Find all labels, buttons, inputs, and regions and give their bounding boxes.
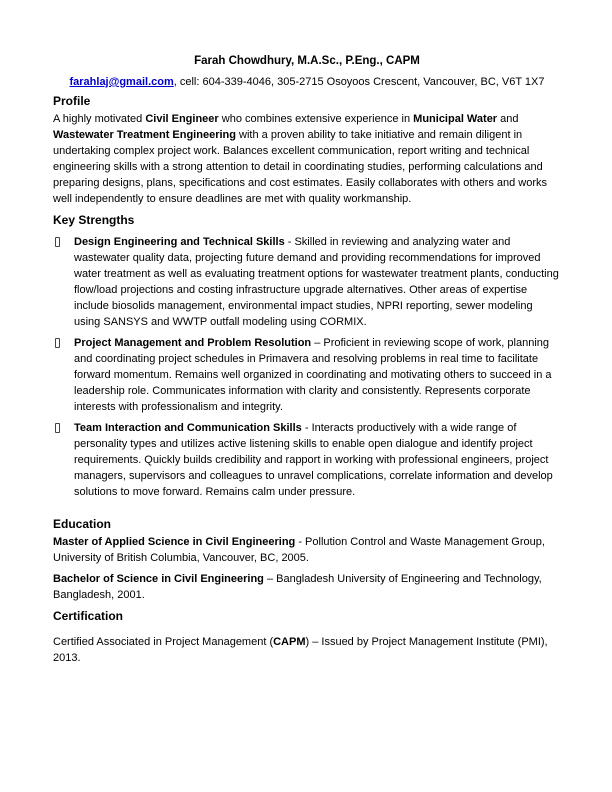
degree-detail: - Pollution Control and Waste Management Group, University of British Columbia, Vancouver, BC, 2005. [53,536,545,564]
degree-title: Master of Applied Science in Civil Engineering [53,536,296,548]
strength-text: – Proficient in reviewing scope of work, planning and coordinating project schedules in Primavera and resolving problems in real time to facilitate forward momentum. Remains well organized in coordinating and motivating others to succeed in a leadership role. Communicates information with clarity and consistently. Represents corporate interests with professionalism and integrity. [74,337,552,413]
list-item [53,420,561,500]
strength-title: Design Engineering and Technical Skills [74,236,285,248]
bullet-icon [55,338,60,348]
list-item [53,234,561,330]
contact-details: , cell: 604-339-4046, 305-2715 Osoyoos Crescent, Vancouver, BC, V6T 1X7 [173,76,545,88]
profile-emphasis: Wastewater Treatment Engineering [53,129,236,141]
profile-text: and [497,113,519,125]
education-heading: Education [53,517,112,531]
key-strengths-heading: Key Strengths [53,213,135,227]
profile-emphasis: Municipal Water [413,113,498,125]
certification-heading: Certification [53,609,124,623]
candidate-name: Farah Chowdhury, M.A.Sc., P.Eng., CAPM [194,55,420,67]
certification-text: ) – Issued by Project Management Institute (PMI), 2013. [53,636,548,664]
strength-title: Team Interaction and Communication Skills [74,422,302,434]
strength-text: - Interacts productively with a wide range of personality types and utilizes active listening skills to enable open dialogue and identify project requirements. Quickly builds credibility and rapport in working with professional engineers, project managers, supervisors and colleagues to unravel complications, correlate information and develop solutions to move forward. Remains calm under pressure. [74,422,553,498]
profile-paragraph [53,111,561,207]
contact-line [53,75,561,90]
certification-text: Certified Associated in Project Management ( [53,636,274,648]
degree-detail: – Bangladesh University of Engineering and Technology, Bangladesh, 2001. [53,573,542,601]
degree-title: Bachelor of Science in Civil Engineering [53,573,264,585]
strength-title: Project Management and Problem Resolution [74,337,312,349]
list-item [53,335,561,415]
certification-emphasis: CAPM [273,636,306,648]
profile-emphasis: Civil Engineer [145,113,219,125]
profile-text: A highly motivated [53,113,146,125]
education-entry [53,571,561,603]
strength-text: - Skilled in reviewing and analyzing water and wastewater quality data, projecting future demand and providing recommendations for improved water treatment as well as evaluating treatment options for wastewater treatment plants, conducting flow/load projections and costing infrastructure upgrade alternatives. Other areas of expertise include biosolids management, environmental impact studies, NPRI reporting, sewer modeling using SANSYS and WWTP outfall modeling using CORMIX. [74,236,559,328]
profile-text: who combines extensive experience in [218,113,414,125]
profile-heading: Profile [53,94,91,108]
certification-paragraph [53,634,561,666]
profile-text: with a proven ability to take initiative and remain diligent in undertaking complex project work. Balances excellent communication, report writing and technical engineering skills with a strong attention to detail in coordinating studies, performing calculations and preparing designs, plans, specifications and cost estimates. Easily collaborates with others and works well independently to ensure deadlines are met with quality workmanship. [53,129,548,205]
education-entry [53,534,561,566]
strengths-list [53,234,561,500]
bullet-icon [55,423,60,433]
bullet-icon [55,237,60,247]
resume-page [53,53,561,666]
email-link[interactable]: farahlaj@gmail.com [69,76,174,88]
